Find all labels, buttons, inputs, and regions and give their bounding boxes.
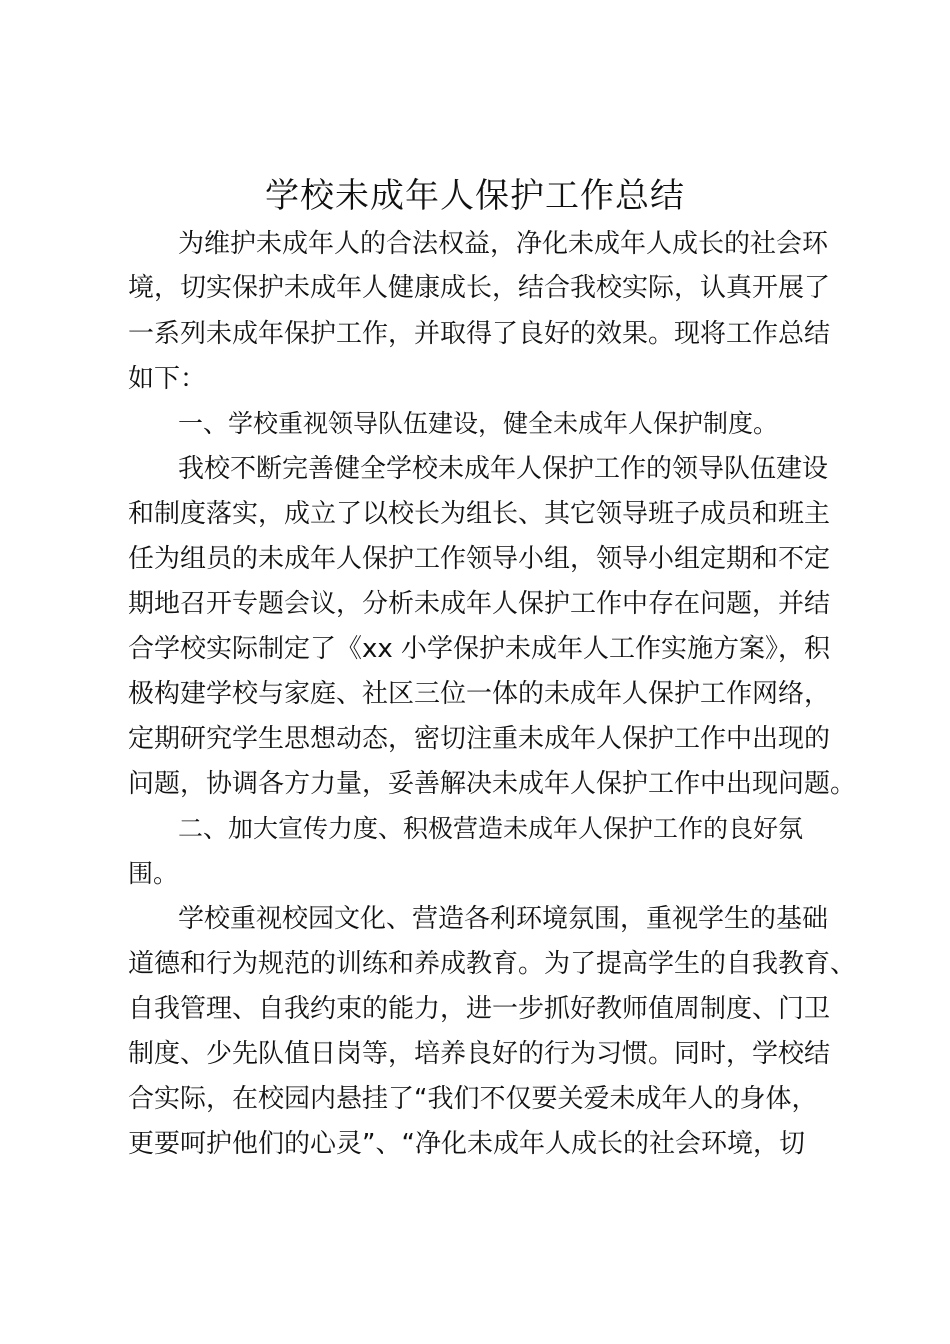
paragraph-3-line-5: 合实际，在校园内悬挂了“我们不仅要关爱未成年人的身体， [128,1084,818,1114]
paragraph-1-line-1: 为维护未成年人的合法权益，净化未成年人成长的社会环 [178,229,829,259]
paragraph-2-line-1: 我校不断完善健全学校未成年人保护工作的领导队伍建设 [178,454,829,484]
paragraph-2-line-5: 合学校实际制定了《xx 小学保护未成年人工作实施方案》，积 [128,634,831,664]
paragraph-3-line-4: 制度、少先队值日岗等，培养良好的行为习惯。同时，学校结 [128,1039,831,1069]
paragraph-3-line-3: 自我管理、自我约束的能力，进一步抓好教师值周制度、门卫 [128,994,831,1024]
paragraph-2-line-7: 定期研究学生思想动态，密切注重未成年人保护工作中出现的 [128,724,831,754]
paragraph-2-line-4: 期地召开专题会议，分析未成年人保护工作中存在问题，并结 [128,589,831,619]
paragraph-1-line-3: 一系列未成年保护工作，并取得了良好的效果。现将工作总结 [128,319,831,349]
section-heading-1: 一、学校重视领导队伍建设，健全未成年人保护制度。 [178,409,779,438]
paragraph-2-line-8: 问题，协调各方力量，妥善解决未成年人保护工作中出现问题。 [128,769,857,799]
paragraph-1-line-4: 如下： [128,364,207,394]
paragraph-2-line-2: 和制度落实，成立了以校长为组长、其它领导班子成员和班主 [128,499,831,529]
paragraph-2-line-3: 任为组员的未成年人保护工作领导小组，领导小组定期和不定 [128,544,831,574]
section-heading-2-line-2: 围。 [128,859,179,888]
paragraph-1-line-2: 境，切实保护未成年人健康成长，结合我校实际，认真开展了 [128,273,831,303]
section-heading-2-line-1: 二、加大宣传力度、积极营造未成年人保护工作的良好氛 [178,814,804,843]
paragraph-3-line-2: 道德和行为规范的训练和养成教育。为了提高学生的自我教育、 [128,949,857,979]
paragraph-3-line-1: 学校重视校园文化、营造各利环境氛围，重视学生的基础 [178,904,829,934]
paragraph-3-line-6: 更要呵护他们的心灵”、“净化未成年人成长的社会环境，切 [128,1129,805,1159]
paragraph-2-line-6: 极构建学校与家庭、社区三位一体的未成年人保护工作网络， [128,679,831,709]
document-title: 学校未成年人保护工作总结 [265,176,685,216]
